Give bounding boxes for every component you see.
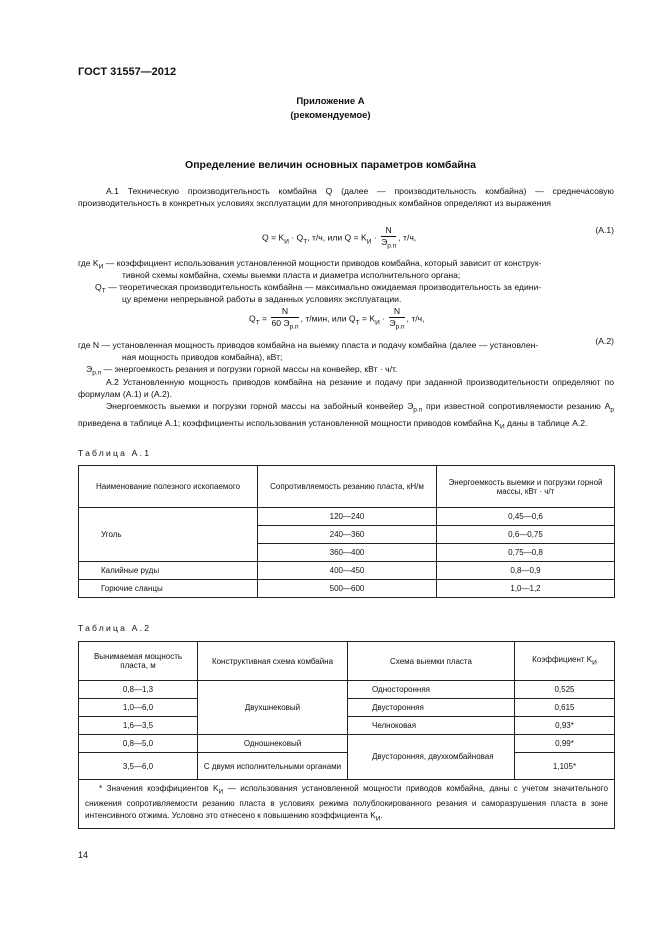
- table-header-row: [79, 642, 615, 681]
- table-header-cell: Коэффициент $K_И$: [515, 642, 615, 681]
- section-title: Определение величин основных параметров комбайна: [185, 159, 476, 171]
- equation-a2: $Q_Т$ = $\frac{N}{60 Э_{р.п}}$ , т/мин, или $Q_Т = K_И$ · $\frac{N}{Э_{р.п}}$ , т/ч,: [249, 306, 425, 331]
- table-a1: [78, 465, 615, 598]
- equation-number-a2: (А.2): [595, 336, 614, 346]
- equation-number-a1: (А.1): [595, 225, 614, 235]
- definition-erp: $Э_{р.п}$ — энергоемкость резания и погрузки горной массы на конвейер, кВт · ч/т.: [86, 364, 398, 377]
- table-cell: Одношнековый: [198, 735, 348, 753]
- table-cell: 1,6—3,5: [79, 717, 198, 735]
- table-header-cell: Наименование полезного ископаемого: [79, 466, 258, 508]
- table-cell: Горючие сланцы: [79, 580, 258, 598]
- table-cell: 1,0—6,0: [79, 699, 198, 717]
- table-cell: 0,75—0,8: [437, 544, 615, 562]
- table-cell: 360—400: [258, 544, 437, 562]
- table-cell: Калийные руды: [79, 562, 258, 580]
- table-cell: Челноковая: [348, 717, 515, 735]
- table-row: [79, 681, 615, 699]
- paragraph-a2: А.2 Установленную мощность приводов комбайна на резание и подачу при заданной производительности определяют по формулам (А.1) и (А.2).: [78, 377, 614, 399]
- table-cell: 500—600: [258, 580, 437, 598]
- paragraph-a1: А.1 Техническую производительность комбайна Q (далее — производительность комбайна) — среднечасовую производительность в конкретных условиях эксплуатации для многоприводных комбайнов определяют из выражения: [78, 186, 614, 208]
- definition-n-cont: ная мощность приводов комбайна), кВт;: [122, 352, 283, 362]
- table-cell: 0,6—0,75: [437, 526, 615, 544]
- equation-a1: $Q = K_И \cdot Q_Т$, т/ч, или $Q = K_И$ · $\frac{N}{Э_{р.п}}$ , т/ч,: [262, 225, 417, 250]
- page-number: 14: [78, 850, 89, 860]
- table-header-cell: Конструктивная схема комбайна: [198, 642, 348, 681]
- table-cell: 3,5—6,0: [79, 753, 198, 780]
- table-a1-caption: Таблица А.1: [78, 448, 152, 458]
- table-header-cell: Сопротивляемость резанию пласта, кН/м: [258, 466, 437, 508]
- table-cell: Уголь: [79, 508, 258, 562]
- table-cell: 0,8—0,9: [437, 562, 615, 580]
- table-cell: 0,8—5,0: [79, 735, 198, 753]
- appendix-status: (рекомендуемое): [290, 110, 371, 121]
- definition-ki: где $K_И$ — коэффициент использования установленной мощности приводов комбайна, который зависит от конструк-: [78, 258, 542, 271]
- definition-ki-cont: тивной схемы комбайна, схемы выемки пласта и диаметра исполнительного органа;: [122, 270, 461, 280]
- table-footnote: * Значения коэффициентов $K_И$ — использования установленной мощности приводов комбайна, даны с учетом значительного снижения сопротивляемости резанию пласта в условиях режима полублокированного резания и саморазрушения пласта в зоне интенсивного отжима. Условно это отнесено к повышению коэффициента $K_И$.: [79, 780, 615, 829]
- paragraph-a3: Энергоемкость выемки и погрузки горной массы на забойный конвейер $Э_{р.п}$ при известной сопротивляемости резанию $A_р$ приведена в таблице А.1; коэффициенты использования установленной мощности приводов комбайна $K_И$ даны в таблице А.2.: [78, 401, 614, 431]
- table-cell: 0,99*: [515, 735, 615, 753]
- table-cell: Двухшнековый: [198, 681, 348, 735]
- appendix-title: Приложение А: [296, 96, 365, 107]
- table-cell: 0,525: [515, 681, 615, 699]
- definition-qt-cont: цу времени непрерывной работы в заданных условиях эксплуатации.: [122, 294, 402, 304]
- table-cell: Двусторонняя, двухкомбайновая: [348, 735, 515, 780]
- table-cell: 0,8—1,3: [79, 681, 198, 699]
- table-a2-caption: Таблица А.2: [78, 623, 152, 633]
- table-cell: Двусторонняя: [348, 699, 515, 717]
- definition-qt: $Q_Т$ — теоретическая производительность комбайна — максимально ожидаемая производительность за едини-: [95, 282, 542, 295]
- table-cell: 0,615: [515, 699, 615, 717]
- table-cell: 0,45—0,6: [437, 508, 615, 526]
- table-cell: Односторонняя: [348, 681, 515, 699]
- table-cell: 1,0—1,2: [437, 580, 615, 598]
- table-footnote-row: [79, 780, 615, 829]
- table-row: [79, 508, 615, 526]
- table-cell: 1,105*: [515, 753, 615, 780]
- table-header-cell: Энергоемкость выемки и погрузки горной массы, кВт · ч/т: [437, 466, 615, 508]
- document-header: ГОСТ 31557—2012: [78, 66, 177, 78]
- table-row: [79, 735, 615, 753]
- table-cell: 120—240: [258, 508, 437, 526]
- table-header-cell: Вынимаемая мощность пласта, м: [79, 642, 198, 681]
- table-cell: 0,93*: [515, 717, 615, 735]
- table-cell: 240—360: [258, 526, 437, 544]
- table-row: [79, 580, 615, 598]
- table-cell: С двумя исполнительными органами: [198, 753, 348, 780]
- table-row: [79, 562, 615, 580]
- table-a2: [78, 641, 615, 829]
- table-row: [79, 753, 615, 780]
- table-header-row: [79, 466, 615, 508]
- definition-n: где N — установленная мощность приводов комбайна на выемку пласта и подачу комбайна (далее — установлен-: [78, 340, 539, 350]
- table-header-cell: Схема выемки пласта: [348, 642, 515, 681]
- table-cell: 400—450: [258, 562, 437, 580]
